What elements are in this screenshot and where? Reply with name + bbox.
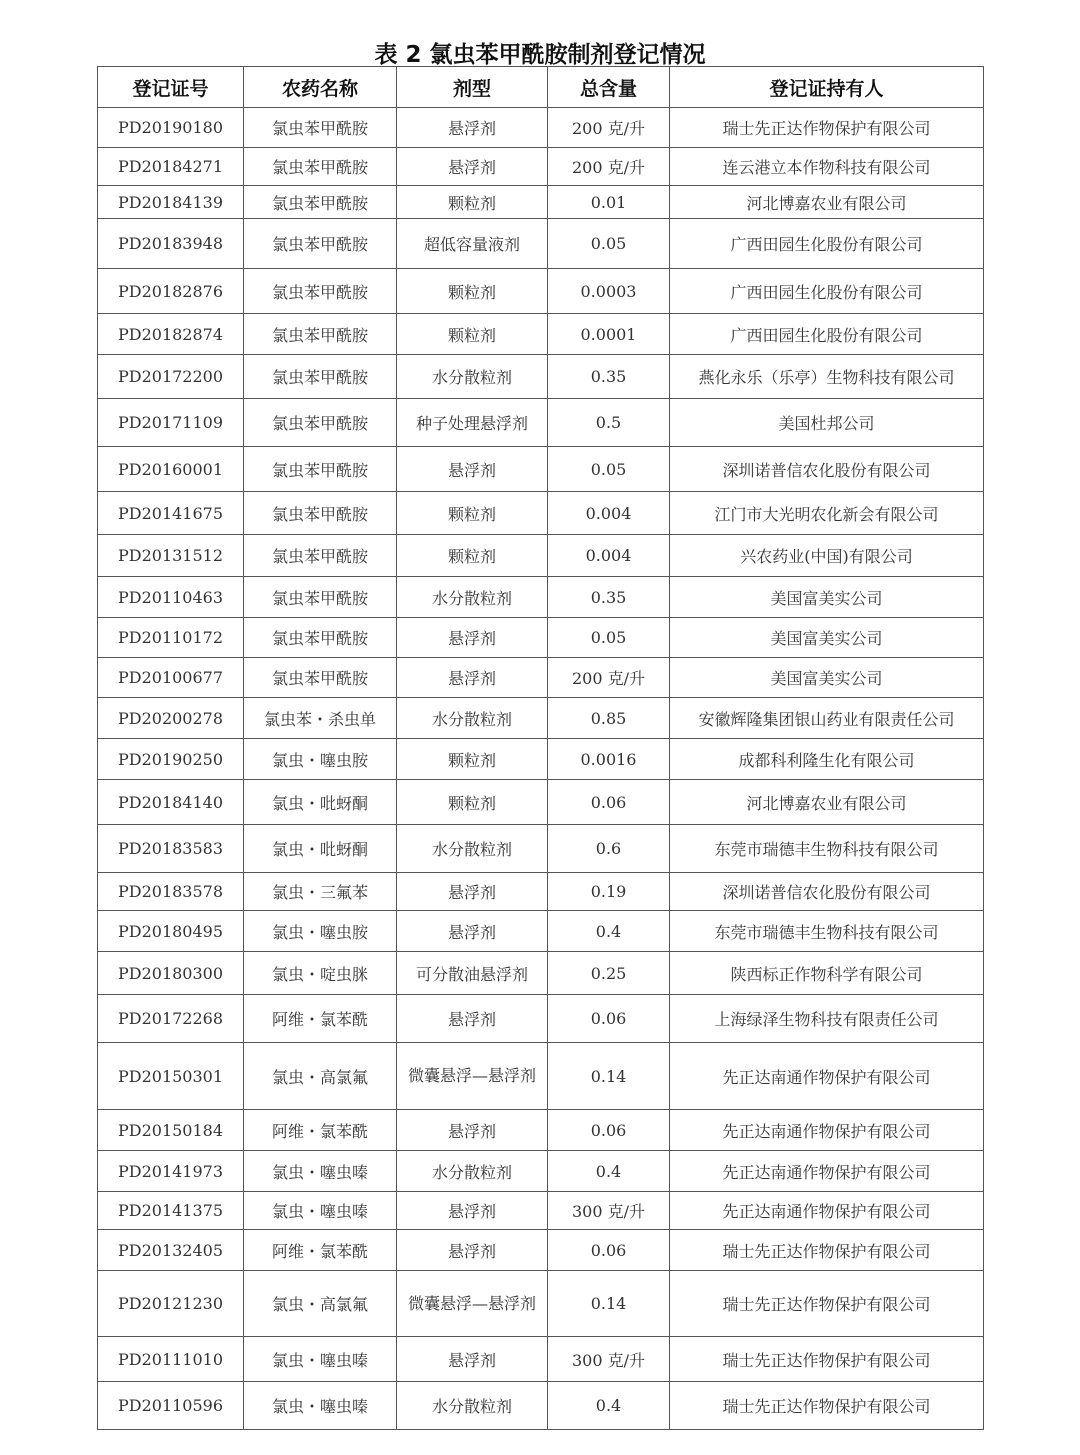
table-row [98, 618, 984, 658]
formulation-cell: 颗粒剂 [397, 314, 548, 355]
table-row [98, 1337, 984, 1382]
holder-cell: 深圳诺普信农化股份有限公司 [670, 873, 984, 911]
reg-no-cell: PD20141375 [98, 1192, 244, 1230]
holder-cell: 先正达南通作物保护有限公司 [670, 1043, 984, 1110]
content-cell: 0.0016 [548, 739, 670, 780]
table-row [98, 911, 984, 952]
pesticide-name-cell: 氯虫苯甲酰胺 [244, 535, 397, 577]
table-row [98, 186, 984, 219]
reg-no-cell: PD20180495 [98, 911, 244, 952]
content-cell: 300 克/升 [548, 1192, 670, 1230]
content-cell: 0.6 [548, 825, 670, 873]
content-cell: 0.06 [548, 1110, 670, 1151]
table-row [98, 314, 984, 355]
pesticide-name-cell: 氯虫苯甲酰胺 [244, 269, 397, 314]
holder-cell: 成都科利隆生化有限公司 [670, 739, 984, 780]
holder-cell: 燕化永乐（乐亭）生物科技有限公司 [670, 355, 984, 399]
pesticide-name-cell: 氯虫苯甲酰胺 [244, 314, 397, 355]
holder-cell: 广西田园生化股份有限公司 [670, 219, 984, 269]
content-cell: 0.14 [548, 1271, 670, 1337]
table-row [98, 447, 984, 492]
reg-no-cell: PD20172200 [98, 355, 244, 399]
reg-no-cell: PD20184139 [98, 186, 244, 219]
reg-no-cell: PD20150301 [98, 1043, 244, 1110]
content-cell: 0.4 [548, 911, 670, 952]
holder-cell: 兴农药业(中国)有限公司 [670, 535, 984, 577]
content-cell: 0.4 [548, 1382, 670, 1430]
col-header-reg-no: 登记证号 [98, 67, 244, 108]
content-cell: 0.05 [548, 618, 670, 658]
holder-cell: 安徽辉隆集团银山药业有限责任公司 [670, 698, 984, 739]
formulation-cell: 悬浮剂 [397, 911, 548, 952]
reg-no-cell: PD20131512 [98, 535, 244, 577]
holder-cell: 先正达南通作物保护有限公司 [670, 1151, 984, 1192]
reg-no-cell: PD20111010 [98, 1337, 244, 1382]
col-header-content: 总含量 [548, 67, 670, 108]
pesticide-name-cell: 氯虫苯甲酰胺 [244, 148, 397, 186]
pesticide-name-cell: 氯虫苯甲酰胺 [244, 219, 397, 269]
col-header-pesticide-name: 农药名称 [244, 67, 397, 108]
content-cell: 0.19 [548, 873, 670, 911]
holder-cell: 东莞市瑞德丰生物科技有限公司 [670, 911, 984, 952]
pesticide-name-cell: 氯虫苯・杀虫单 [244, 698, 397, 739]
pesticide-name-cell: 阿维・氯苯酰 [244, 995, 397, 1043]
table-row [98, 492, 984, 535]
pesticide-name-cell: 氯虫・三氟苯 [244, 873, 397, 911]
content-cell: 0.004 [548, 492, 670, 535]
content-cell: 0.05 [548, 447, 670, 492]
holder-cell: 广西田园生化股份有限公司 [670, 269, 984, 314]
pesticide-name-cell: 氯虫・噻虫胺 [244, 739, 397, 780]
content-cell: 0.5 [548, 399, 670, 447]
content-cell: 0.4 [548, 1151, 670, 1192]
table-row [98, 1151, 984, 1192]
content-cell: 300 克/升 [548, 1337, 670, 1382]
pesticide-name-cell: 氯虫・噻虫嗪 [244, 1382, 397, 1430]
table-row [98, 1382, 984, 1430]
reg-no-cell: PD20183578 [98, 873, 244, 911]
holder-cell: 美国富美实公司 [670, 658, 984, 698]
reg-no-cell: PD20183583 [98, 825, 244, 873]
table-row [98, 219, 984, 269]
table-row [98, 1110, 984, 1151]
content-cell: 0.06 [548, 995, 670, 1043]
formulation-cell: 悬浮剂 [397, 1110, 548, 1151]
holder-cell: 广西田园生化股份有限公司 [670, 314, 984, 355]
formulation-cell: 水分散粒剂 [397, 577, 548, 618]
table-row [98, 780, 984, 825]
reg-no-cell: PD20141675 [98, 492, 244, 535]
reg-no-cell: PD20110596 [98, 1382, 244, 1430]
holder-cell: 深圳诺普信农化股份有限公司 [670, 447, 984, 492]
formulation-cell: 悬浮剂 [397, 148, 548, 186]
reg-no-cell: PD20182876 [98, 269, 244, 314]
content-cell: 0.14 [548, 1043, 670, 1110]
formulation-cell: 悬浮剂 [397, 995, 548, 1043]
table-row [98, 658, 984, 698]
reg-no-cell: PD20180300 [98, 952, 244, 995]
pesticide-name-cell: 氯虫・啶虫脒 [244, 952, 397, 995]
formulation-cell: 悬浮剂 [397, 1337, 548, 1382]
formulation-cell: 颗粒剂 [397, 780, 548, 825]
holder-cell: 先正达南通作物保护有限公司 [670, 1192, 984, 1230]
formulation-cell: 悬浮剂 [397, 1192, 548, 1230]
holder-cell: 瑞士先正达作物保护有限公司 [670, 1271, 984, 1337]
formulation-cell: 悬浮剂 [397, 873, 548, 911]
content-cell: 0.0001 [548, 314, 670, 355]
reg-no-cell: PD20182874 [98, 314, 244, 355]
reg-no-cell: PD20141973 [98, 1151, 244, 1192]
reg-no-cell: PD20171109 [98, 399, 244, 447]
formulation-cell: 水分散粒剂 [397, 1382, 548, 1430]
content-cell: 0.004 [548, 535, 670, 577]
content-cell: 200 克/升 [548, 108, 670, 148]
holder-cell: 连云港立本作物科技有限公司 [670, 148, 984, 186]
reg-no-cell: PD20184271 [98, 148, 244, 186]
content-cell: 0.06 [548, 780, 670, 825]
pesticide-name-cell: 氯虫苯甲酰胺 [244, 399, 397, 447]
table-row [98, 1271, 984, 1337]
formulation-cell: 水分散粒剂 [397, 355, 548, 399]
pesticide-name-cell: 氯虫苯甲酰胺 [244, 577, 397, 618]
pesticide-name-cell: 氯虫苯甲酰胺 [244, 658, 397, 698]
pesticide-name-cell: 氯虫苯甲酰胺 [244, 108, 397, 148]
reg-no-cell: PD20150184 [98, 1110, 244, 1151]
formulation-cell: 微囊悬浮—悬浮剂 [397, 1271, 548, 1337]
holder-cell: 瑞士先正达作物保护有限公司 [670, 1230, 984, 1271]
table-row [98, 995, 984, 1043]
table-row [98, 148, 984, 186]
table-row [98, 698, 984, 739]
content-cell: 0.05 [548, 219, 670, 269]
content-cell: 0.25 [548, 952, 670, 995]
content-cell: 0.0003 [548, 269, 670, 314]
table-row [98, 952, 984, 995]
pesticide-name-cell: 阿维・氯苯酰 [244, 1110, 397, 1151]
pesticide-name-cell: 氯虫・噻虫嗪 [244, 1192, 397, 1230]
reg-no-cell: PD20100677 [98, 658, 244, 698]
formulation-cell: 颗粒剂 [397, 492, 548, 535]
table-row [98, 269, 984, 314]
formulation-cell: 悬浮剂 [397, 447, 548, 492]
holder-cell: 先正达南通作物保护有限公司 [670, 1110, 984, 1151]
table-row [98, 825, 984, 873]
holder-cell: 瑞士先正达作物保护有限公司 [670, 1382, 984, 1430]
pesticide-name-cell: 氯虫・吡蚜酮 [244, 780, 397, 825]
table-row [98, 108, 984, 148]
pesticide-name-cell: 氯虫・高氯氟 [244, 1271, 397, 1337]
pesticide-name-cell: 阿维・氯苯酰 [244, 1230, 397, 1271]
content-cell: 0.06 [548, 1230, 670, 1271]
reg-no-cell: PD20132405 [98, 1230, 244, 1271]
table-row [98, 1230, 984, 1271]
pesticide-name-cell: 氯虫・噻虫嗪 [244, 1337, 397, 1382]
reg-no-cell: PD20110172 [98, 618, 244, 658]
pesticide-name-cell: 氯虫・噻虫胺 [244, 911, 397, 952]
reg-no-cell: PD20121230 [98, 1271, 244, 1337]
formulation-cell: 水分散粒剂 [397, 1151, 548, 1192]
pesticide-name-cell: 氯虫苯甲酰胺 [244, 618, 397, 658]
formulation-cell: 颗粒剂 [397, 186, 548, 219]
holder-cell: 美国杜邦公司 [670, 399, 984, 447]
pesticide-name-cell: 氯虫苯甲酰胺 [244, 492, 397, 535]
reg-no-cell: PD20160001 [98, 447, 244, 492]
holder-cell: 美国富美实公司 [670, 577, 984, 618]
header-row [98, 67, 984, 108]
holder-cell: 河北博嘉农业有限公司 [670, 780, 984, 825]
content-cell: 0.35 [548, 355, 670, 399]
reg-no-cell: PD20183948 [98, 219, 244, 269]
reg-no-cell: PD20200278 [98, 698, 244, 739]
formulation-cell: 水分散粒剂 [397, 698, 548, 739]
table-title: 表 2 氯虫苯甲酰胺制剂登记情况 [374, 42, 706, 68]
content-cell: 0.01 [548, 186, 670, 219]
col-header-holder: 登记证持有人 [670, 67, 984, 108]
formulation-cell: 可分散油悬浮剂 [397, 952, 548, 995]
holder-cell: 江门市大光明农化新会有限公司 [670, 492, 984, 535]
col-header-formulation: 剂型 [397, 67, 548, 108]
holder-cell: 东莞市瑞德丰生物科技有限公司 [670, 825, 984, 873]
holder-cell: 美国富美实公司 [670, 618, 984, 658]
reg-no-cell: PD20184140 [98, 780, 244, 825]
reg-no-cell: PD20110463 [98, 577, 244, 618]
pesticide-name-cell: 氯虫苯甲酰胺 [244, 447, 397, 492]
holder-cell: 上海绿泽生物科技有限责任公司 [670, 995, 984, 1043]
table-row [98, 535, 984, 577]
holder-cell: 瑞士先正达作物保护有限公司 [670, 108, 984, 148]
table-row [98, 739, 984, 780]
content-cell: 0.35 [548, 577, 670, 618]
holder-cell: 河北博嘉农业有限公司 [670, 186, 984, 219]
formulation-cell: 超低容量液剂 [397, 219, 548, 269]
table-row [98, 355, 984, 399]
pesticide-name-cell: 氯虫・噻虫嗪 [244, 1151, 397, 1192]
content-cell: 0.85 [548, 698, 670, 739]
formulation-cell: 颗粒剂 [397, 269, 548, 314]
pesticide-name-cell: 氯虫苯甲酰胺 [244, 186, 397, 219]
formulation-cell: 水分散粒剂 [397, 825, 548, 873]
holder-cell: 瑞士先正达作物保护有限公司 [670, 1337, 984, 1382]
holder-cell: 陕西标正作物科学有限公司 [670, 952, 984, 995]
table-row [98, 577, 984, 618]
reg-no-cell: PD20190250 [98, 739, 244, 780]
registration-table [97, 66, 984, 1430]
table-row [98, 873, 984, 911]
formulation-cell: 悬浮剂 [397, 1230, 548, 1271]
reg-no-cell: PD20190180 [98, 108, 244, 148]
content-cell: 200 克/升 [548, 148, 670, 186]
reg-no-cell: PD20172268 [98, 995, 244, 1043]
pesticide-name-cell: 氯虫苯甲酰胺 [244, 355, 397, 399]
content-cell: 200 克/升 [548, 658, 670, 698]
formulation-cell: 悬浮剂 [397, 658, 548, 698]
pesticide-name-cell: 氯虫・高氯氟 [244, 1043, 397, 1110]
formulation-cell: 种子处理悬浮剂 [397, 399, 548, 447]
formulation-cell: 悬浮剂 [397, 108, 548, 148]
pesticide-name-cell: 氯虫・吡蚜酮 [244, 825, 397, 873]
table-body [98, 108, 984, 1430]
table-row [98, 1192, 984, 1230]
table-row [98, 1043, 984, 1110]
table-row [98, 399, 984, 447]
formulation-cell: 颗粒剂 [397, 535, 548, 577]
formulation-cell: 悬浮剂 [397, 618, 548, 658]
formulation-cell: 颗粒剂 [397, 739, 548, 780]
formulation-cell: 微囊悬浮—悬浮剂 [397, 1043, 548, 1110]
